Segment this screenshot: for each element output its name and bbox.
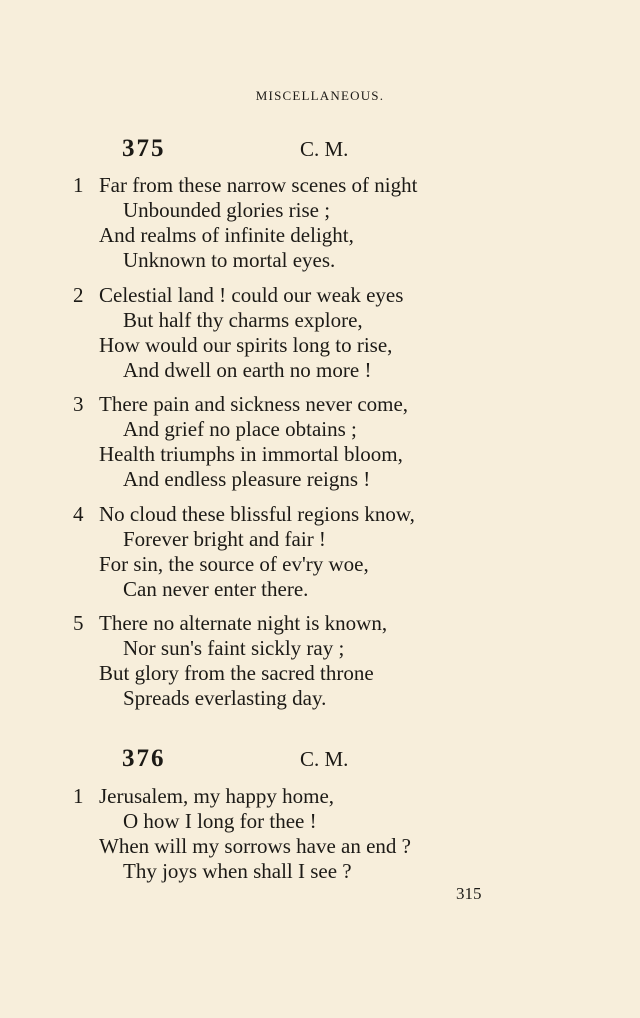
stanza xyxy=(0,173,600,273)
stanza-number: 4 xyxy=(73,502,84,526)
stanza-number: 1 xyxy=(73,173,84,197)
verse-line: But glory from the sacred throne xyxy=(99,661,374,685)
hymn-meter: C. M. xyxy=(300,747,349,771)
verse-line: Can never enter there. xyxy=(123,577,309,601)
stanza xyxy=(0,392,600,492)
verse-line: Celestial land ! could our weak eyes xyxy=(99,283,404,307)
verse-line: Far from these narrow scenes of night xyxy=(99,173,418,197)
verse-line: There no alternate night is known, xyxy=(99,611,388,635)
stanza-number: 2 xyxy=(73,283,84,307)
verse-line: Forever bright and fair ! xyxy=(123,527,326,551)
verse-line: Thy joys when shall I see ? xyxy=(123,859,352,883)
stanza-number: 1 xyxy=(73,784,84,808)
verse-line: Nor sun's faint sickly ray ; xyxy=(123,636,345,660)
verse-line: There pain and sickness never come, xyxy=(99,392,409,416)
stanza-number: 3 xyxy=(73,392,84,416)
hymn-meter: C. M. xyxy=(300,137,349,161)
stanza xyxy=(0,283,600,383)
stanza xyxy=(0,611,600,711)
verse-line: But half thy charms explore, xyxy=(123,308,363,332)
verse-line: Spreads everlasting day. xyxy=(123,686,327,710)
running-head: MISCELLANEOUS. xyxy=(255,88,385,103)
verse-line: Unknown to mortal eyes. xyxy=(123,248,336,272)
verse-line: No cloud these blissful regions know, xyxy=(99,502,415,526)
hymn-header xyxy=(122,135,522,165)
verse-line: And realms of infinite delight, xyxy=(99,223,354,247)
verse-line: When will my sorrows have an end ? xyxy=(99,834,411,858)
verse-line: For sin, the source of ev'ry woe, xyxy=(99,552,369,576)
verse-line: And endless pleasure reigns ! xyxy=(123,467,371,491)
page-number: 315 xyxy=(456,884,482,903)
verse-line: Health triumphs in immortal bloom, xyxy=(99,442,403,466)
stanza xyxy=(0,502,600,602)
verse-line: And grief no place obtains ; xyxy=(123,417,357,441)
stanza xyxy=(0,784,600,884)
verse-line: Jerusalem, my happy home, xyxy=(99,784,335,808)
verse-line: And dwell on earth no more ! xyxy=(123,358,372,382)
verse-line: Unbounded glories rise ; xyxy=(123,198,331,222)
verse-line: O how I long for thee ! xyxy=(123,809,317,833)
hymn-number: 376 xyxy=(122,745,166,772)
hymn-number: 375 xyxy=(122,135,166,162)
hymn-header xyxy=(122,745,522,775)
stanza-number: 5 xyxy=(73,611,84,635)
verse-line: How would our spirits long to rise, xyxy=(99,333,393,357)
